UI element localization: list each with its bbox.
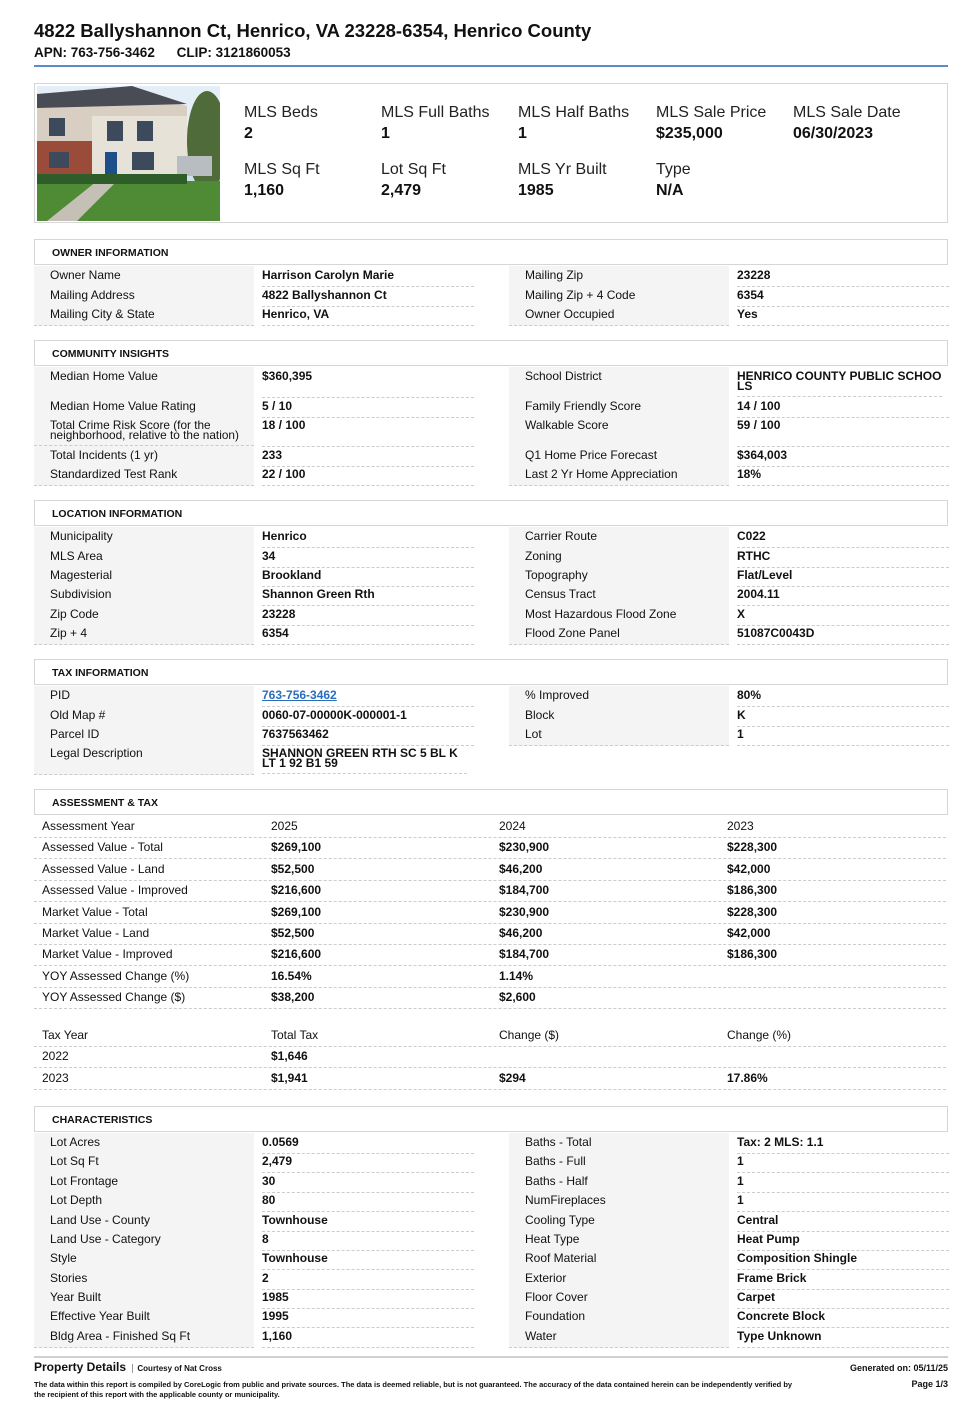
pid-link[interactable]: 763-756-3462: [262, 688, 337, 702]
assessment-row: Assessment Year 2025 2024 2023: [34, 816, 946, 838]
stat-mls-sq-ft: MLS Sq Ft 1,160: [244, 161, 320, 199]
section-header-community: COMMUNITY INSIGHTS: [34, 340, 948, 366]
assessment-row: YOY Assessed Change ($) $38,200 $2,600: [34, 987, 946, 1009]
assessment-row: Assessed Value - Total $269,100 $230,900 $228,300: [34, 837, 946, 859]
footer-disclaimer: The data within this report is compiled by CoreLogic from public and private sources. The data is deemed reliable, but is not guaranteed. The accuracy of the data contained herein can be independently verified by the recipient of this report with the applicable county or municipality.: [34, 1380, 793, 1399]
property-address: 4822 Ballyshannon Ct, Henrico, VA 23228-6354, Henrico County: [34, 20, 592, 41]
assessment-row: YOY Assessed Change (%) 16.54% 1.14%: [34, 966, 946, 988]
section-header-characteristics: CHARACTERISTICS: [34, 1106, 948, 1132]
stat-lot-sq-ft: Lot Sq Ft 2,479: [381, 161, 446, 199]
footer-title: Property Details Courtesy of Nat Cross: [34, 1360, 222, 1374]
section-header-assessment: ASSESSMENT & TAX: [34, 789, 948, 815]
tax-history-row: 2022 $1,646: [34, 1046, 946, 1068]
stat-mls-half-baths: MLS Half Baths 1: [518, 104, 630, 142]
footer-page-number: Page 1/3: [911, 1379, 948, 1389]
stat-mls-sale-price: MLS Sale Price $235,000: [656, 104, 767, 142]
assessment-row: Market Value - Improved $216,600 $184,700 $186,300: [34, 944, 946, 966]
header-rule: [34, 65, 948, 67]
assessment-row: Assessed Value - Land $52,500 $46,200 $42,000: [34, 859, 946, 881]
section-header-owner: OWNER INFORMATION: [34, 239, 948, 265]
section-header-location: LOCATION INFORMATION: [34, 500, 948, 526]
section-header-tax: TAX INFORMATION: [34, 659, 948, 685]
summary-panel: [34, 83, 948, 223]
assessment-row: Market Value - Land $52,500 $46,200 $42,000: [34, 923, 946, 945]
stat-mls-yr-built: MLS Yr Built 1985: [518, 161, 607, 199]
assessment-row: Assessed Value - Improved $216,600 $184,700 $186,300: [34, 880, 946, 902]
clip: CLIP: 3121860053: [176, 45, 291, 60]
stat-mls-sale-date: MLS Sale Date 06/30/2023: [793, 104, 901, 142]
stat-mls-full-baths: MLS Full Baths 1: [381, 104, 490, 142]
footer-generated: Generated on: 05/11/25: [849, 1363, 948, 1373]
apn: APN: 763-756-3462: [34, 45, 155, 60]
tax-history-row: 2023 $1,941 $294 17.86%: [34, 1068, 946, 1090]
footer-courtesy: Courtesy of Nat Cross: [132, 1364, 221, 1373]
property-photo: [37, 86, 220, 221]
stat-mls-beds: MLS Beds 2: [244, 104, 318, 142]
assessment-row: Market Value - Total $269,100 $230,900 $228,300: [34, 902, 946, 924]
stat-type: Type N/A: [656, 161, 691, 199]
property-ids: [34, 45, 309, 60]
tax-history-row: Tax Year Total Tax Change ($) Change (%): [34, 1025, 946, 1047]
footer-rule: [34, 1356, 948, 1358]
